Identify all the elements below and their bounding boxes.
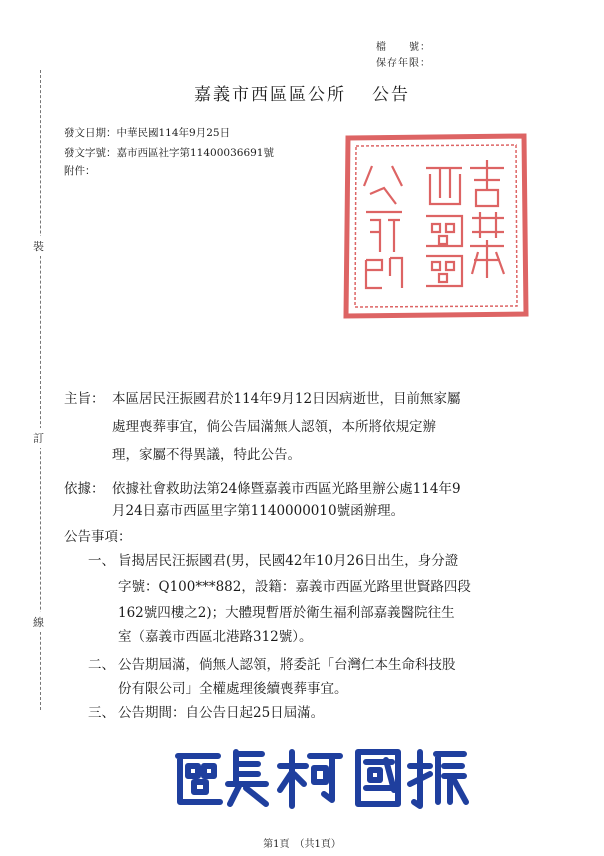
binding-char-xian: 線 xyxy=(33,612,44,632)
attachment-label: 附件： xyxy=(64,165,96,177)
items-heading: 公告事項： xyxy=(64,529,132,545)
binding-char-ding: 訂 xyxy=(33,428,44,448)
retention-period-label: 保存年限： xyxy=(376,58,431,69)
basis-line-2: 月24日嘉市西區里字第1140000010號函辦理。 xyxy=(112,503,405,519)
item-1-line-1: 旨揭居民汪振國君(男，民國42年10月26日出生，身分證 xyxy=(118,553,459,569)
file-number-label: 檔 號： xyxy=(376,42,431,53)
page-footer: 第1頁 （共1頁） xyxy=(263,839,341,850)
subject-line-2: 處理喪葬事宜，倘公告屆滿無人認領，本所將依規定辦 xyxy=(112,419,436,435)
title-office: 嘉義市西區區公所 xyxy=(194,85,346,105)
title-doc-type: 公告 xyxy=(372,85,410,105)
document-title xyxy=(0,80,604,105)
item-2-line-2: 份有限公司」全權處理後續喪葬事宜。 xyxy=(118,681,348,697)
subject-line-1: 本區居民汪振國君於114年9月12日因病逝世，目前無家屬 xyxy=(112,391,461,407)
item-number-1: 一、 xyxy=(88,553,115,569)
item-3-line-1: 公告期間：自公告日起25日屆滿。 xyxy=(118,705,325,721)
item-number-3: 三、 xyxy=(88,705,115,721)
issue-number: 發文字號：嘉市西區社字第11400036691號 xyxy=(64,147,274,159)
subject-label: 主旨： xyxy=(64,391,105,407)
signature-stamp xyxy=(170,742,470,812)
item-number-2: 二、 xyxy=(88,657,115,673)
binding-char-zhuang: 裝 xyxy=(33,236,44,256)
issue-date: 發文日期：中華民國114年9月25日 xyxy=(64,127,231,139)
item-1-line-4: 室（嘉義市西區北港路312號）。 xyxy=(118,629,313,645)
basis-line-1: 依據社會救助法第24條暨嘉義市西區光路里辦公處114年9 xyxy=(112,481,461,497)
subject-line-3: 理，家屬不得異議，特此公告。 xyxy=(112,447,301,463)
item-1-line-3: 162號四樓之2)；大體現暫厝於衛生福利部嘉義醫院往生 xyxy=(118,605,455,621)
item-2-line-1: 公告期屆滿，倘無人認領，將委託「台灣仁本生命科技股 xyxy=(118,657,456,673)
basis-label: 依據： xyxy=(64,481,105,497)
item-1-line-2: 字號：Q100***882，設籍：嘉義市西區光路里世賢路四段 xyxy=(118,579,471,595)
official-seal-stamp xyxy=(340,128,532,323)
